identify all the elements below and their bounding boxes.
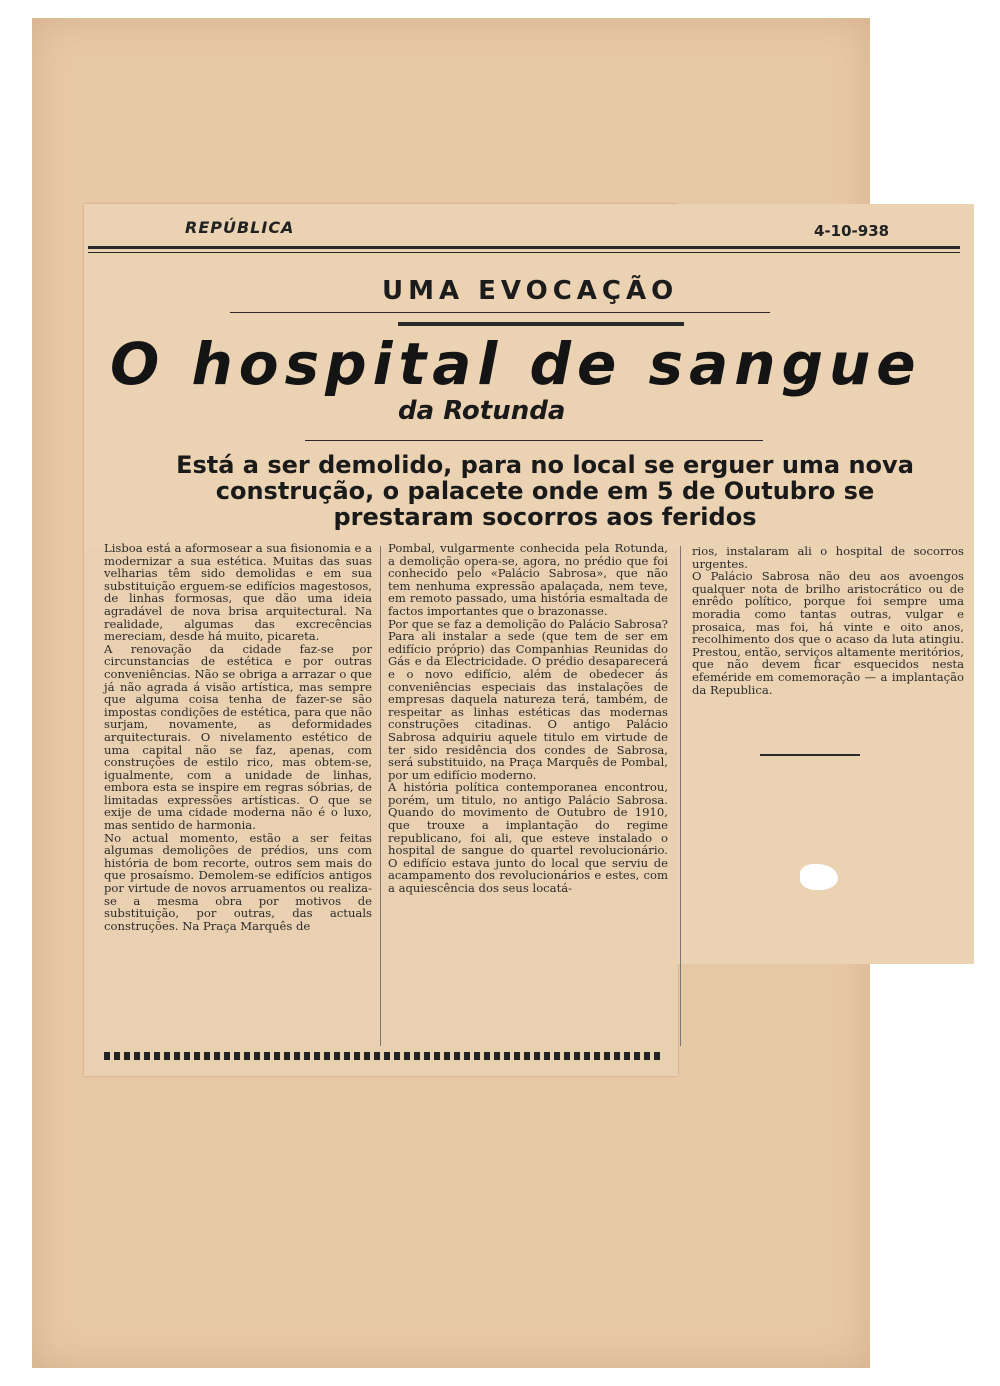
deck: Está a ser demolido, para no local se erguer uma nova construção, o palacete onde em 5 de Outubro se prestaram socorros aos feridos [176,451,914,531]
column-divider [380,546,381,1046]
subhead-rule [305,440,763,441]
kicker-rule [230,312,770,313]
issue-date: 4-10-938 [814,222,890,240]
end-mark [760,754,860,756]
column-divider [680,546,681,1046]
paper-hole [800,864,838,890]
kicker-rule-thick [398,322,684,326]
subheadline: da Rotunda [398,396,566,426]
masthead: REPÚBLICA [185,218,295,237]
article-column-3: rios, instalaram ali o hospital de socorros urgentes. O Palácio Sabrosa não deu aos avoengos qualquer nota de brilho aristocrático ou de enrêdo político, porque foi sempre uma moradia como tantas outras, vulgar e prosaica, mas foi, há vinte e oito anos, recolhimento dos que o acaso da luta atingiu. Prestou, então, serviços altamente meritórios, que não devem ficar esquecidos nesta efeméride em comemoração — a implantação da Republica. [692,544,964,697]
decorative-border [104,1052,664,1060]
article-column-1: Lisboa está a aformosear a sua fisionomia e a modernizar a sua estética. Muitas das suas velharias têm sido demolidas e em sua substituição erguem-se edifícios magestosos, de linhas formosas, que dão uma ideia agradável de nova brisa arquitectural. Na realidade, algumas das excrecências mereciam, desde há muito, picareta. A renovação da cidade faz-se por circunstancias de estética e por outras conveniências. Não se obriga a arrazar o que já não agrada á visão artística, mas sempre que alguma coisa tenha de fazer-se são impostas condições de estética, para que não surjam, novamente, as deformidades arquitecturais. O nivelamento estético de uma capital não se faz, apenas, com construções de estilo rico, mas obtem-se, igualmente, com a unidade de linhas, embora esta se inspire em regras sóbrias, de limitadas expressões artísticas. O que se exije de uma cidade moderna não é o luxo, mas sentido de harmonia. No actual momento, estão a ser feitas algumas demolições de prédios, uns com história de bom recorte, outros sem mais do que prosaísmo. Demolem-se edifícios antigos por virtude de novos arruamentos ou realiza-se a mesma obra por motivos de substituição, por outras, das actuals construções. Na Praça Marquês de [104,541,372,933]
masthead-rule [88,246,960,249]
masthead-rule-thin [88,252,960,253]
article-column-2: Pombal, vulgarmente conhecida pela Rotunda, a demolição opera-se, agora, no prédio que foi conhecido pelo «Palácio Sabrosa», que não tem nenhuma expressão apalaçada, nem teve, em remoto passado, uma história esmaltada de factos importantes que o brazonasse. Por que se faz a demolição do Palácio Sabrosa? Para ali instalar a sede (que tem de ser em edifício próprio) das Companhias Reunidas do Gás e da Electricidade. O prédio desaparecerá e o novo edifício, além de obedecer ás conveniências especiais das instalações de empresas daquela natureza terá, também, de respeitar as linhas estéticas das modernas construções citadinas. O antigo Palácio Sabrosa adquiriu aquele titulo em virtude de ter sido residência dos condes de Sabrosa, será substituido, na Praça Marquês de Pombal, por um edifício moderno. A história política contemporanea encontrou, porém, um titulo, no antigo Palácio Sabrosa. Quando do movimento de Outubro de 1910, que trouxe a implantação do regime republicano, foi ali, que esteve instalado o hospital de sangue do quartel revolucionário. O edifício estava junto do local que serviu de acampamento dos revolucionários e estes, com a aquiescência dos seus locatá- [388,541,668,896]
kicker: UMA EVOCAÇÃO [382,276,679,306]
headline: O hospital de sangue [110,330,922,398]
